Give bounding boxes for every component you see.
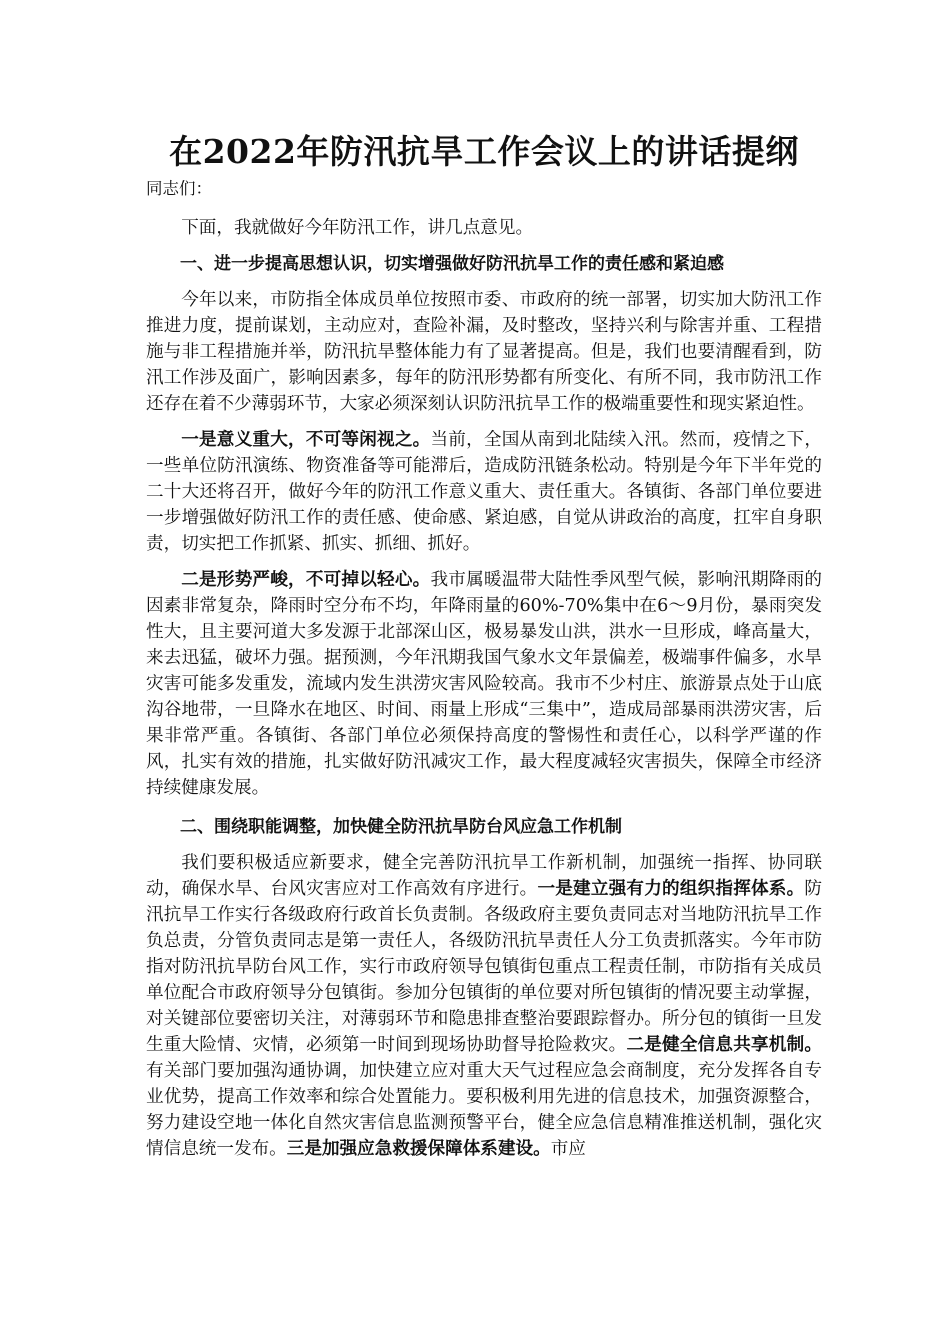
spacer <box>146 202 822 215</box>
section-2-paragraph-1 <box>146 850 822 1162</box>
salutation: 同志们： <box>146 179 212 198</box>
paragraph-body: 当前，全国从南到北陆续入汛。然而，疫情之下，一些单位防汛演练、物资准备等可能滞后，造成防汛链条松动。特别是今年下半年党的二十大还将召开，做好今年的防汛工作意义重大、责任重大。各镇街、各部门单位要进一步增强做好防汛工作的责任感、使命感、紧迫感，自觉从讲政治的高度，扛牢自身职责，切实把工作抓紧、抓实、抓细、抓好。 <box>146 430 822 554</box>
paragraph-body: 防汛抗旱工作实行各级政府行政首长负责制。各级政府主要负责同志对当地防汛抗旱工作负总责，分管负责同志是第一责任人，各级防汛抗旱责任人分工负责抓落实。今年市防指对防汛抗旱防台风工作，实行市政府领导包镇街包重点工程责任制，市防指有关成员单位配合市政府领导分包镇街。参加分包镇街的单位要对所包镇街的情况要主动掌握，对关键部位要密切关注，对薄弱环节和隐患排查整治要跟踪督办。所分包的镇街一旦发生重大险情、灾情，必须第一时间到现场协助督导抢险救灾。 <box>146 879 822 1055</box>
spacer <box>146 557 822 567</box>
section-1-paragraph-2 <box>146 427 822 557</box>
document-title: 在2022年防汛抗旱工作会议上的讲话提纲 <box>169 132 799 171</box>
section-1-heading: 一、进一步提高思想认识，切实增强做好防汛抗旱工作的责任感和紧迫感 <box>180 254 724 274</box>
spacer <box>146 277 822 287</box>
spacer <box>146 840 822 850</box>
paragraph-body: 市应 <box>550 1139 586 1159</box>
paragraph-lead: 三是加强应急救援保障体系建设。 <box>286 1138 551 1159</box>
spacer <box>146 801 822 814</box>
paragraph-body: 有关部门要加强沟通协调，加快建立应对重大天气过程应急会商制度，充分发挥各自专业优势，提高工作效率和综合处置能力。要积极利用先进的信息技术，加强资源整合，努力建设空地一体化自然灾害信息监测预警平台，健全应急信息精准推送机制，强化灾情信息统一发布。 <box>146 1061 822 1159</box>
paragraph-body: 我们要积极适应新要求，健全完善防汛抗旱工作新机制，加强统一指挥、协同联动，确保水旱、台风灾害应对工作高效有序进行。 <box>146 853 822 899</box>
paragraph-lead: 一是意义重大，不可等闲视之。 <box>181 429 431 450</box>
paragraph-lead: 二是形势严峻，不可掉以轻心。 <box>181 569 431 590</box>
section-1-paragraph-1: 今年以来，市防指全体成员单位按照市委、市政府的统一部署，切实加大防汛工作推进力度，提前谋划，主动应对，查险补漏，及时整改，坚持兴利与除害并重、工程措施与非工程措施并举，防汛抗旱整体能力有了显著提高。但是，我们也要清醒看到，防汛工作涉及面广，影响因素多，每年的防汛形势都有所变化、有所不同，我市防汛工作还存在着不少薄弱环节，大家必须深刻认识防汛抗旱工作的极端重要性和现实紧迫性。 <box>146 290 822 414</box>
intro-paragraph: 下面，我就做好今年防汛工作，讲几点意见。 <box>181 218 534 238</box>
paragraph-body: 我市属暖温带大陆性季风型气候，影响汛期降雨的因素非常复杂，降雨时空分布不均，年降雨量的60%-70%集中在6～9月份，暴雨突发性大，且主要河道大多发源于北部深山区，极易暴发山洪，洪水一旦形成，峰高量大，来去迅猛，破坏力强。据预测，今年汛期我国气象水文年景偏差，极端事件偏多，水旱灾害可能多发重发，流域内发生洪涝灾害风险较高。我市不少村庄、旅游景点处于山底沟谷地带，一旦降水在地区、时间、雨量上形成“三集中”，造成局部暴雨洪涝灾害，后果非常严重。各镇街、各部门单位必须保持高度的警惕性和责任心，以科学严谨的作风，扎实有效的措施，扎实做好防汛减灾工作，最大程度减轻灾害损失，保障全市经济持续健康发展。 <box>146 570 822 798</box>
paragraph-lead: 一是建立强有力的组织指挥体系。 <box>537 878 805 899</box>
section-2-heading: 二、围绕职能调整，加快健全防汛抗旱防台风应急工作机制 <box>180 817 622 837</box>
section-1-paragraph-3 <box>146 567 822 801</box>
spacer <box>146 417 822 427</box>
paragraph-lead: 二是健全信息共享机制。 <box>626 1034 822 1055</box>
document-page <box>146 128 822 1162</box>
spacer <box>146 241 822 251</box>
